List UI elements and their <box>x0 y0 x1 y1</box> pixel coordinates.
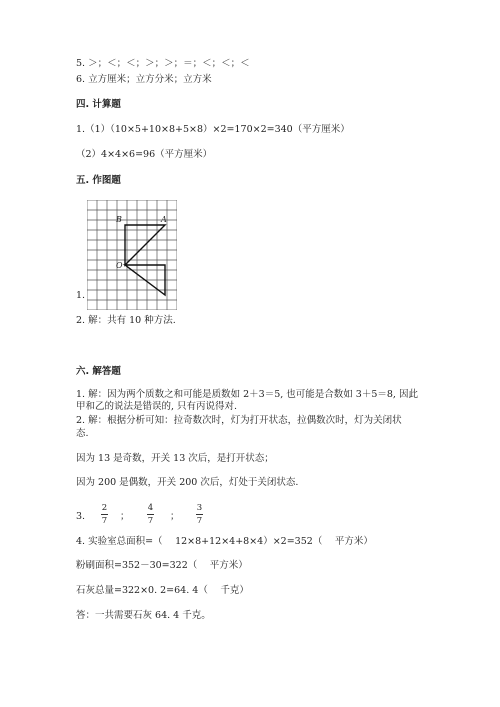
fraction-3 <box>196 503 203 526</box>
drawing-grid <box>87 200 177 310</box>
fraction-bar <box>196 514 203 515</box>
answer-2-line-4: 因为 200 是偶数，开关 200 次后，灯处于关闭状态. <box>76 477 299 488</box>
draw-item-1: 1. <box>76 290 86 301</box>
answer-5-line: 5. ＞；＜；＜；＞；＞；＝；＜；＜；＜ <box>76 58 250 69</box>
triangle-original <box>125 225 165 265</box>
calc-line-2: （2）4×4×6=96（平方厘米） <box>76 149 213 160</box>
fraction-2-numerator: 4 <box>147 503 154 513</box>
point-label-o: O <box>116 261 123 270</box>
fraction-2-denominator: 7 <box>147 516 154 526</box>
fraction-3-denominator: 7 <box>196 516 203 526</box>
answer-4-line-1: 4. 实验室总面积=（ 12×8+12×4+8×4）×2=352（ 平方米） <box>76 536 373 547</box>
fraction-1-numerator: 2 <box>101 503 108 513</box>
answer-2-line-3: 因为 13 是奇数，开关 13 次后，是打开状态； <box>76 453 274 464</box>
answer-6-line: 6. 立方厘米；立方分米；立方米 <box>76 74 212 85</box>
draw-item-2: 2. 解：共有 10 种方法. <box>76 315 176 326</box>
answer-4-line-4: 答：一共需要石灰 64. 4 千克。 <box>76 610 211 621</box>
point-label-a: A <box>161 215 167 224</box>
answer-3-prefix: 3. <box>76 511 86 522</box>
answer-1-line-2: 甲和乙的说法是错误的, 只有丙说得对. <box>76 401 238 412</box>
answer-4-line-2: 粉刷面积=352－30=322（ 平方米） <box>76 560 248 571</box>
section-6-heading: 六. 解答题 <box>76 366 121 377</box>
point-label-b: B <box>116 215 122 224</box>
fraction-bar <box>147 514 154 515</box>
answer-2-line-1: 2. 解：根据分析可知：拉奇数次时，灯为打开状态，拉偶数次时，灯为关闭状 <box>76 415 402 426</box>
fraction-bar <box>101 514 108 515</box>
section-4-heading: 四. 计算题 <box>76 99 121 110</box>
answer-1-line-1: 1. 解：因为两个质数之和可能是质数如 2＋3＝5, 也可能是合数如 3＋5＝8, 因此 <box>76 389 418 400</box>
answer-4-line-3: 石灰总量=322×0. 2=64. 4（ 千克） <box>76 585 249 596</box>
separator-2: ； <box>170 511 180 522</box>
separator-1: ； <box>120 511 130 522</box>
fraction-1 <box>101 503 108 526</box>
answer-2-line-2: 态. <box>76 428 89 439</box>
calc-line-1: 1.（1）（10×5+10×8+5×8）×2=170×2=340（平方厘米） <box>76 124 350 135</box>
fraction-2 <box>147 503 154 526</box>
section-5-heading: 五. 作图题 <box>76 175 121 186</box>
fraction-1-denominator: 7 <box>101 516 108 526</box>
fraction-3-numerator: 3 <box>196 503 203 513</box>
